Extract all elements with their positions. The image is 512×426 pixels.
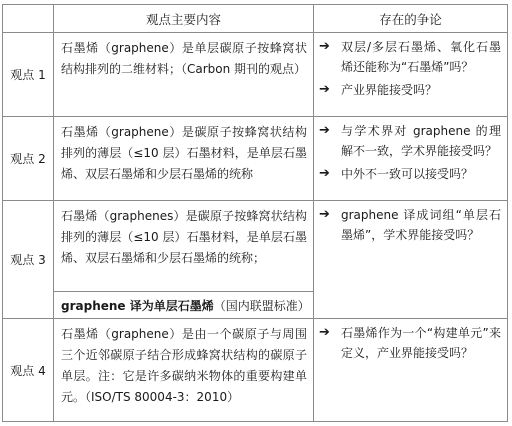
table-row	[3, 33, 507, 117]
standard-note-bold: graphene 译为单层石墨烯	[61, 298, 214, 313]
row-label: 观点 3	[3, 201, 54, 318]
arrow-right-icon: ➔	[319, 82, 330, 97]
arrow-right-icon: ➔	[319, 166, 330, 181]
arrow-right-icon: ➔	[319, 123, 330, 138]
dispute-item: ➔ 石墨烯作为一个“构建单元”来定义，产业界能接受吗？	[319, 325, 501, 360]
arrow-right-icon: ➔	[319, 325, 330, 340]
row-label: 观点 4	[3, 319, 54, 421]
table-row	[3, 117, 507, 201]
table-row	[3, 319, 507, 421]
table-header	[3, 5, 507, 33]
dispute-item: ➔ 产业界能接受吗？	[319, 80, 501, 100]
content-text: 石墨烯（graphene）是单层碳原子按蜂窝状结构排列的二维材料；（Carbon 期刊的观点）	[61, 41, 307, 76]
dispute-item: ➔ graphene 译成词组“单层石墨烯”，学术界能接受吗？	[319, 207, 501, 242]
arrow-right-icon: ➔	[319, 39, 330, 54]
arrow-right-icon: ➔	[319, 207, 330, 222]
dispute-item: ➔ 双层/多层石墨烯、氧化石墨烯还能称为“石墨烯”吗？	[319, 39, 501, 74]
header-empty-cell	[3, 5, 54, 32]
row-label: 观点 2	[3, 117, 54, 200]
viewpoints-table	[2, 4, 508, 422]
dispute-cell	[314, 33, 507, 116]
content-text: 石墨烯（graphenes）是碳原子按蜂窝状结构排列的薄层（≤10 层）石墨材料，是单层石墨烯、双层石墨烯和少层石墨烯的统称；	[61, 209, 307, 265]
content-cell	[54, 33, 314, 116]
content-text: 石墨烯（graphene）是碳原子按蜂窝状结构排列的薄层（≤10 层）石墨材料，是单层石墨烯、双层石墨烯和少层石墨烯的统称	[61, 125, 307, 181]
content-cell	[54, 319, 314, 421]
row-label: 观点 1	[3, 33, 54, 116]
header-dispute: 存在的争论	[379, 11, 442, 27]
standard-note-source: （国内联盟标准）	[213, 298, 310, 313]
content-text: 石墨烯（graphene）是由一个碳原子与周围三个近邻碳原子结合形成蜂窝状结构的碳原子单层。注：它是许多碳纳米物体的重要构建单元。（ISO/TS 80004-3：2010）	[61, 327, 307, 404]
table-row	[3, 201, 507, 319]
dispute-cell	[314, 117, 507, 200]
dispute-item: ➔ 中外不一致可以接受吗？	[319, 164, 501, 184]
header-content: 观点主要内容	[54, 5, 314, 32]
content-cell	[54, 201, 314, 318]
standard-note	[54, 291, 313, 318]
content-cell	[54, 117, 314, 200]
dispute-cell	[314, 319, 507, 421]
dispute-item: ➔ 与学术界对 graphene 的理解不一致，学术界能接受吗？	[319, 123, 501, 158]
dispute-cell	[314, 201, 507, 318]
